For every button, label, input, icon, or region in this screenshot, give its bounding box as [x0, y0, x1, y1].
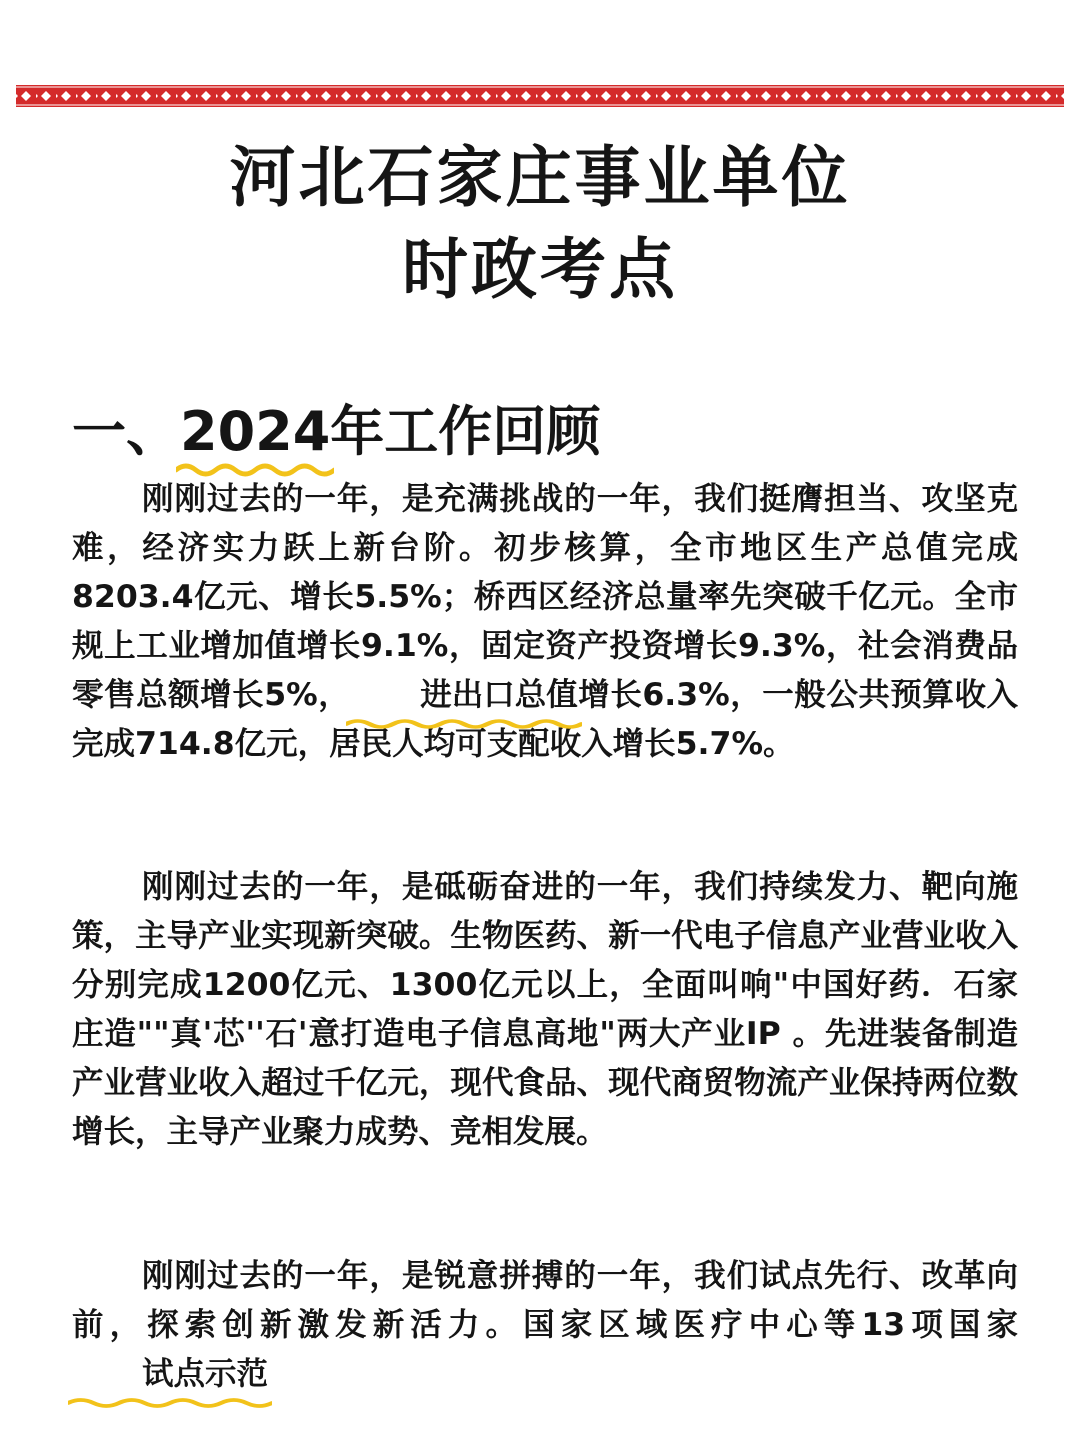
section-prefix: 一、: [72, 400, 180, 463]
section-title-rest: 年工作回顾: [330, 400, 601, 463]
page-title-line-2: 时政考点: [402, 231, 678, 308]
highlight-text: 进出口总值: [420, 677, 578, 713]
highlight-import-export: [350, 671, 578, 720]
highlight-pilot-demo: [72, 1350, 268, 1399]
paragraph-reform: [72, 1252, 1018, 1399]
section-heading: [72, 400, 600, 464]
section-year-highlight: [180, 400, 330, 464]
decorative-border: [16, 85, 1064, 107]
paragraph-economy: [72, 475, 1018, 769]
squiggle-underline: [68, 1397, 272, 1409]
page-title-line-1: 河北石家庄事业单位: [229, 139, 851, 216]
paragraph-industry: 刚刚过去的一年，是砥砺奋进的一年，我们持续发力、靶向施策，主导产业实现新突破。生物医药、新一代电子信息产业营业收入分别完成1200亿元、1300亿元以上，全面叫响"中国好药．石家庄造""真'芯''石'意打造电子信息高地"两大产业IP 。先进装备制造产业营业收入超过千亿元，现代食品、现代商贸物流产业保持两位数增长，主导产业聚力成势、竞相发展。: [72, 869, 1018, 1150]
paragraph-text: 刚刚过去的一年，是锐意拼搏的一年，我们试点先行、改革向前，探索创新激发新活力。国家区域医疗中心等13项国家: [72, 1258, 1018, 1343]
section-year: 2024: [180, 400, 331, 463]
highlight-text: 试点示范: [142, 1356, 269, 1392]
paragraph-text: 增长6.3%，一般公共预算收入完成714.8亿元，居民人均可支配收入增长5.7%。: [72, 677, 1018, 762]
paragraph-text: 刚刚过去的一年，是充满挑战的一年，我们挺膺担当、攻坚克难，经济实力跃上新台阶。初步核算，全市地区生产总值完成8203.4亿元、增长5.5%；桥西区经济总量率先突破千亿元。全市规上工业增加值增长9.1%，固定资产投资增长9.3%，社会消费品零售总额增长5%，: [72, 481, 1018, 713]
squiggle-underline: [346, 718, 582, 730]
